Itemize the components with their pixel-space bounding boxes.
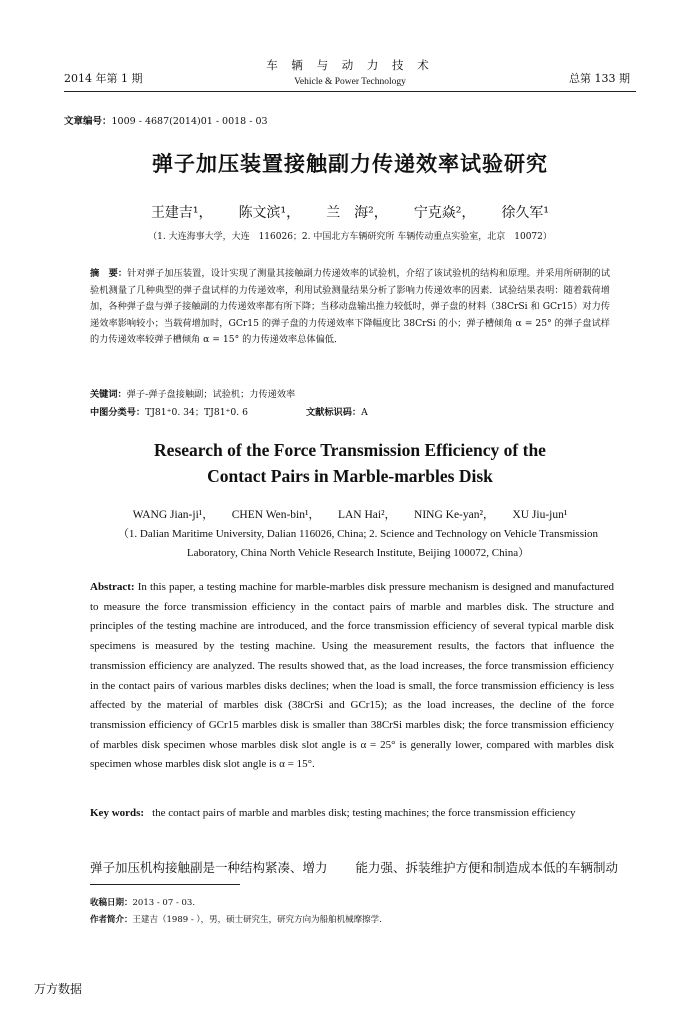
keywords-cn	[90, 386, 295, 400]
author-cn: 陈文滨¹，	[238, 205, 301, 221]
article-number-label: 文章编号：	[64, 116, 112, 127]
author-en: NING Ke-yan²，	[414, 509, 495, 521]
document-code-label: 文献标识码：	[306, 407, 362, 418]
received-date-label: 收稿日期：	[90, 898, 133, 908]
abstract-cn-label: 摘 要：	[90, 268, 128, 279]
document-code	[306, 404, 368, 418]
title-en	[0, 437, 700, 489]
body-text-part2: 能力强、拆装维护方便和制造成本低的车辆制动	[355, 860, 619, 875]
classification-number	[90, 404, 248, 418]
abstract-cn	[90, 266, 610, 349]
author-en: LAN Hai²，	[337, 509, 397, 521]
journal-name-en: Vehicle & Power Technology	[294, 77, 406, 87]
journal-name-cn: 车 辆 与 动 力 技 术	[266, 58, 434, 72]
keywords-en-label: Key words:	[90, 807, 145, 819]
abstract-en	[90, 578, 614, 775]
affiliation-cn: （1. 大连海事大学，大连 116026；2. 中国北方车辆研究所 车辆传动重点实验室，北京 10072）	[148, 232, 552, 242]
classification-label: 中图分类号：	[90, 407, 146, 418]
author-bio	[90, 913, 382, 925]
header-divider	[64, 91, 636, 92]
keywords-cn-label: 关键词：	[90, 389, 127, 400]
abstract-en-text: In this paper, a testing machine for marble-marbles disk pressure mechanism is designed and manufactured to measure the force transmission efficiency in the contact pairs of marble and marbles disk. The structure and principles of the testing machine are introduced, and the force transmission efficiency of several typical marble disk specimens is measured by the testing machine. Using the measurement results, the factors that influence the transmission efficiency are analyzed. The results showed that, as the load increases, the force transmission efficiency in the contact pairs of various marbles disks declines; when the load is small, the force transmission efficiency is less affected by the material of marbles disk (38CrSi and GCr15); as the load increases, the decline of the force transmission efficiency of GCr15 marbles disk is smaller than 38CrSi marbles disk; the force transmission efficiency of marbles disk specimen whose marbles disk slot angle is α = 25° is generally lower, compared with marbles disk specimen whose marbles disk slot angle is α = 15°.	[90, 581, 614, 771]
article-number	[64, 113, 268, 127]
author-cn: 王建吉¹，	[150, 205, 213, 221]
author-cn: 兰 海²，	[326, 205, 388, 221]
title-en-line: Contact Pairs in Marble-marbles Disk	[207, 466, 493, 486]
keywords-cn-text: 弹子-弹子盘接触副；试验机；力传递效率	[126, 389, 296, 400]
abstract-en-label: Abstract:	[90, 581, 135, 593]
author-bio-label: 作者简介：	[90, 915, 133, 925]
received-date-value: 2013 - 07 - 03.	[132, 898, 196, 908]
author-cn: 宁克焱²，	[413, 205, 476, 221]
body-text-part1: 弹子加压机构接触副是一种结构紧凑、增力	[90, 860, 328, 875]
document-code-value: A	[361, 407, 368, 418]
author-en: WANG Jian-ji¹，	[132, 509, 214, 521]
watermark: 万方数据	[34, 982, 83, 996]
author-cn: 徐久军¹	[501, 205, 550, 221]
author-bio-value: 王建吉（1989 - ），男，硕士研究生，研究方向为船舶机械摩擦学.	[132, 915, 382, 925]
keywords-en	[90, 804, 614, 823]
abstract-cn-text: 针对弹子加压装置，设计实现了测量其接触副力传递效率的试验机，介绍了该试验机的结构和原理。并采用所研制的试验机测量了几种典型的弹子盘试样的力传递效率，利用试验测量结果分析了影响力传递效率的因素．试验结果表明：随着载荷增加，各种弹子盘与弹子接触副的力传递效率都有所下降；当移动盘输出推力较低时，弹子盘的材料（38CrSi 和 GCr15）对力传递效率影响较小；当载荷增加时，GCr15 的弹子盘的力传递效率下降幅度比 38CrSi 的小；弹子槽倾角 α = 25° 的弹子盘试样的力传递效率较弹子槽倾角 α = 15° 的力传递效率总体偏低．	[90, 268, 611, 345]
keywords-en-text: the contact pairs of marble and marbles disk; testing machines; the force transmission efficiency	[152, 807, 576, 819]
body-paragraph	[90, 858, 640, 876]
footnote-divider	[90, 884, 240, 885]
total-issue-label: 总第 133 期	[569, 72, 630, 85]
authors-en	[0, 506, 700, 522]
issue-label: 2014 年第 1 期	[64, 72, 143, 85]
article-number-value: 1009 - 4687(2014)01 - 0018 - 03	[111, 116, 268, 127]
classification-value: TJ81⁺0. 34；TJ81⁺0. 6	[145, 407, 248, 418]
affiliation-en: （1. Dalian Maritime University, Dalian 116026, China; 2. Science and Technology on Vehicle Transmission Laboratory, China North Vehicle Research Institute, Beijing 100072, China）	[117, 528, 599, 559]
title-cn: 弹子加压装置接触副力传递效率试验研究	[152, 152, 548, 176]
author-en: CHEN Wen-bin¹，	[231, 509, 320, 521]
title-en-line: Research of the Force Transmission Efficiency of the	[154, 440, 546, 460]
author-en: XU Jiu-jun¹	[512, 509, 568, 521]
authors-cn	[0, 202, 700, 222]
received-date	[90, 896, 195, 908]
